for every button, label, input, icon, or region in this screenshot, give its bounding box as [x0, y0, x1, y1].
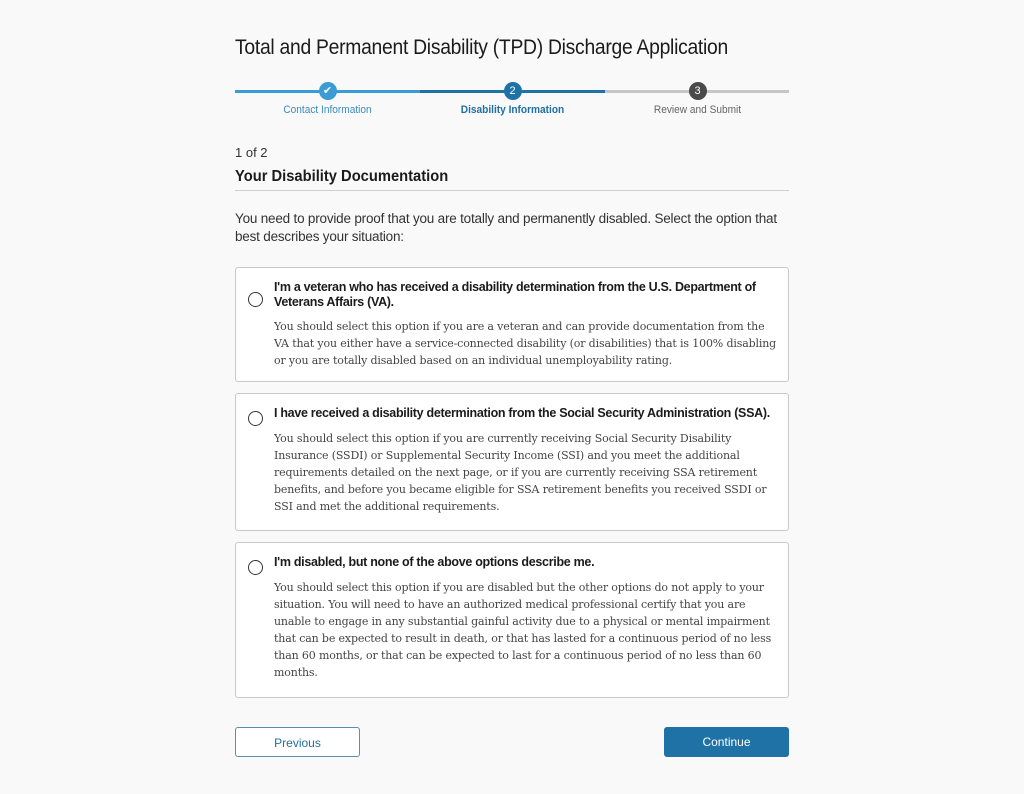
step-label: Contact Information	[283, 104, 372, 116]
divider	[235, 190, 789, 191]
continue-button[interactable]: Continue	[664, 727, 789, 757]
radio-button[interactable]	[248, 411, 263, 426]
checkmark-icon: ✔	[319, 82, 337, 100]
previous-button[interactable]: Previous	[235, 727, 360, 757]
option-label: I'm a veteran who has received a disability determination from the U.S. Department of Veterans Affairs (VA).	[274, 280, 756, 309]
progress-stepper	[235, 82, 789, 122]
option-none-of-above[interactable]	[235, 542, 789, 698]
step-label: Disability Information	[460, 104, 565, 116]
step-disability-information	[420, 82, 605, 116]
page-counter: 1 of 2	[235, 145, 268, 160]
section-title: Your Disability Documentation	[235, 168, 449, 185]
option-description: You should select this option if you are disabled but the other options do not apply to your situation. You will need to have an authorized medical professional certify that you are unable to engage in any substantial gainful activity due to a physical or mental impairment that can be expected to result in death, or that has lasted for a continuous period of no less than 60 months, or that can be expected to last for a continuous period of no less than 60 months.	[274, 581, 772, 679]
option-label: I have received a disability determination from the Social Security Administration (SSA).	[274, 406, 770, 420]
intro-text: You need to provide proof that you are totally and permanently disabled. Select the option that best describes your situation:	[235, 211, 777, 244]
radio-button[interactable]	[248, 292, 263, 307]
option-description: You should select this option if you are a veteran and can provide documentation from the VA that you either have a service-connected disability (or disabilities) that is 100% disabling or you are totally disabled based on an individual unemployability rating.	[274, 320, 777, 367]
option-va-determination[interactable]	[235, 267, 789, 382]
option-ssa-determination[interactable]	[235, 393, 789, 531]
step-number: 3	[689, 82, 707, 100]
step-number: 2	[504, 82, 522, 100]
step-label: Review and Submit	[653, 104, 742, 116]
option-description: You should select this option if you are currently receiving Social Security Disability Insurance (SSDI) or Supplemental Security Income (SSI) and you meet the additional requirements detailed on the next page, or if you are currently receiving SSA retirement benefits, and before you became eligible for SSA retirement benefits you received SSDI or SSI and met the additional requirements.	[274, 432, 767, 513]
step-review-and-submit	[605, 82, 790, 116]
page-title: Total and Permanent Disability (TPD) Discharge Application	[235, 36, 728, 59]
option-label: I'm disabled, but none of the above options describe me.	[274, 555, 595, 569]
step-contact-information	[235, 82, 420, 116]
radio-button[interactable]	[248, 560, 263, 575]
